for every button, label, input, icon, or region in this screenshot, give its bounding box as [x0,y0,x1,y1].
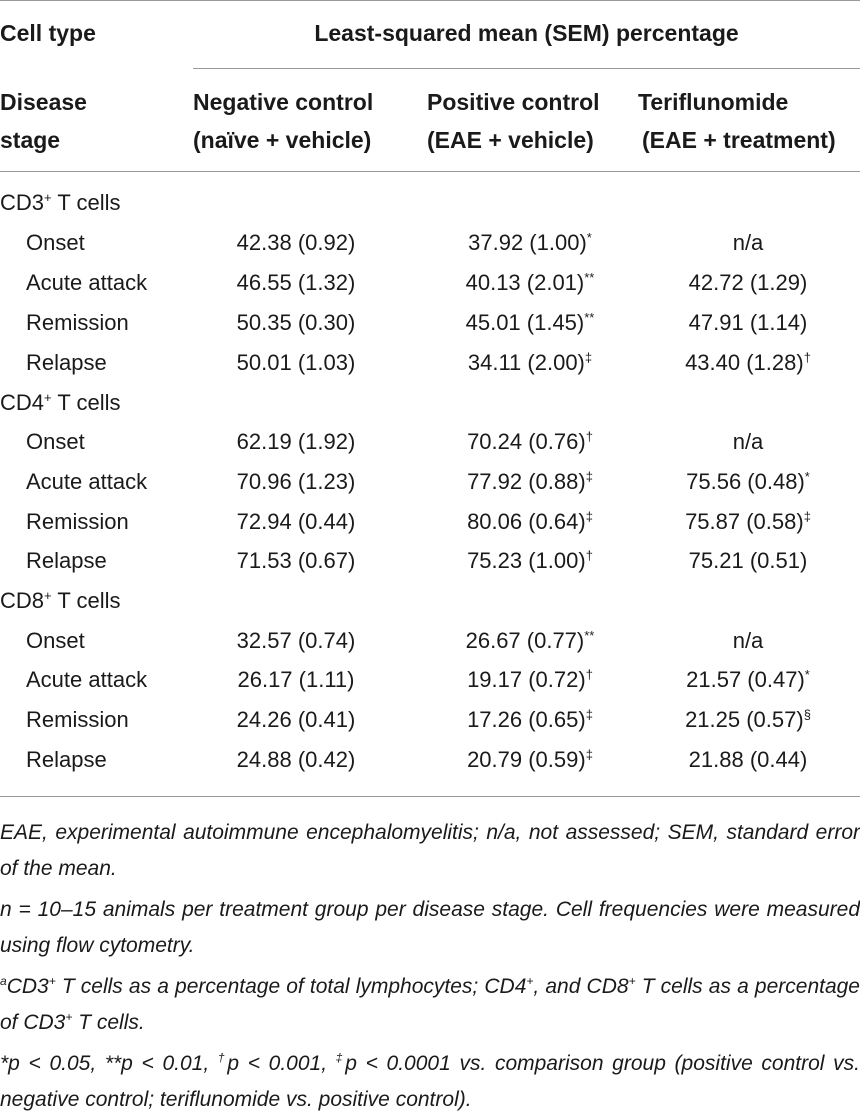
stage-label: Remission [26,707,129,732]
teriflunomide-value: 21.57 (0.47)* [686,667,810,692]
header-negative-control-sub: (naïve + vehicle) [193,127,372,153]
footnote-significance: *p < 0.05, **p < 0.01, †p < 0.001, ‡p < 0.0001 vs. comparison group (positive control vs. negative control; teriflunomide vs. positive control). [0,1051,860,1111]
stage-label: Acute attack [26,469,148,494]
header-teriflunomide: Teriflunomide [638,89,789,115]
table-row [0,422,860,462]
footnote-abbreviations: EAE, experimental autoimmune encephalomyelitis; n/a, not assessed; SEM, standard error of the mean. [0,821,860,880]
stage-label: Relapse [26,747,107,772]
teriflunomide-value: n/a [732,429,764,454]
positive-control-value: 34.11 (2.00)‡ [467,350,593,375]
table-row [0,660,860,700]
stage-label: Relapse [26,548,107,573]
negative-control-value: 50.01 (1.03) [236,350,356,375]
header-negative-control: Negative control [193,89,374,115]
footnote-a: $^a$CD3+ T cells as a percentage of total lymphocytes; CD4+, and CD8+ T cells as a percentage of CD3+ T cells. [0,974,860,1034]
header-stage-line2: stage [0,127,61,153]
table-row [0,621,860,661]
stage-label: Acute attack [26,270,148,295]
table-row [0,740,860,780]
table-row [0,263,860,303]
header-span-title: Least-squared mean (SEM) percentage [314,20,739,46]
table-row [0,343,860,383]
stage-label: Relapse [26,350,107,375]
header-positive-control: Positive control [427,89,600,115]
positive-control-value: 26.67 (0.77)** [465,628,595,653]
teriflunomide-value: n/a [732,628,764,653]
negative-control-value: 42.38 (0.92) [236,230,356,255]
table-footnotes [0,815,860,1118]
group-label: CD3+ T cells [0,190,121,215]
group-row-cd4 [0,383,860,423]
teriflunomide-value: 21.25 (0.57)§ [685,707,811,732]
negative-control-value: 72.94 (0.44) [236,509,356,534]
table-row [0,541,860,581]
stage-label: Onset [26,429,85,454]
table-row [0,462,860,502]
table-row [0,303,860,343]
positive-control-value: 40.13 (2.01)** [465,270,595,295]
negative-control-value: 70.96 (1.23) [236,469,356,494]
positive-control-value: 37.92 (1.00)* [468,230,592,255]
positive-control-value: 80.06 (0.64)‡ [467,509,593,534]
stage-label: Remission [26,509,129,534]
positive-control-value: 20.79 (0.59)‡ [467,747,593,772]
negative-control-value: 24.26 (0.41) [236,707,356,732]
header-cell-type: Cell type [0,20,96,46]
teriflunomide-value: 75.87 (0.58)‡ [685,509,811,534]
span-rule [193,68,860,69]
negative-control-value: 32.57 (0.74) [236,628,356,653]
positive-control-value: 77.92 (0.88)‡ [467,469,593,494]
negative-control-value: 50.35 (0.30) [236,310,356,335]
footnote-sample-size: n = 10–15 animals per treatment group per disease stage. Cell frequencies were measured using flow cytometry. [0,898,860,957]
teriflunomide-value: 75.21 (0.51) [688,548,808,573]
teriflunomide-value: n/a [732,230,764,255]
header-rule [0,171,860,172]
stage-label: Acute attack [26,667,148,692]
teriflunomide-value: 43.40 (1.28)† [685,350,811,375]
positive-control-value: 45.01 (1.45)** [465,310,595,335]
group-label: CD8+ T cells [0,588,121,613]
negative-control-value: 62.19 (1.92) [236,429,356,454]
group-row-cd3 [0,183,860,223]
header-teriflunomide-sub: (EAE + treatment) [642,127,836,153]
teriflunomide-value: 75.56 (0.48)* [686,469,810,494]
table-row [0,700,860,740]
header-stage-line1: Disease [0,89,87,115]
negative-control-value: 46.55 (1.32) [236,270,356,295]
negative-control-value: 71.53 (0.67) [236,548,356,573]
positive-control-value: 19.17 (0.72)† [467,667,593,692]
teriflunomide-value: 42.72 (1.29) [688,270,808,295]
group-label: CD4+ T cells [0,390,121,415]
table-row [0,502,860,542]
teriflunomide-value: 21.88 (0.44) [688,747,808,772]
stage-label: Onset [26,628,85,653]
negative-control-value: 24.88 (0.42) [236,747,356,772]
table-row [0,223,860,263]
negative-control-value: 26.17 (1.11) [237,667,355,692]
stage-label: Remission [26,310,129,335]
header-positive-control-sub: (EAE + vehicle) [427,127,594,153]
group-row-cd8 [0,581,860,621]
bottom-rule [0,796,860,797]
top-rule [0,0,860,1]
teriflunomide-value: 47.91 (1.14) [688,310,808,335]
positive-control-value: 17.26 (0.65)‡ [467,707,593,732]
positive-control-value: 70.24 (0.76)† [467,429,593,454]
stage-label: Onset [26,230,85,255]
positive-control-value: 75.23 (1.00)† [467,548,593,573]
